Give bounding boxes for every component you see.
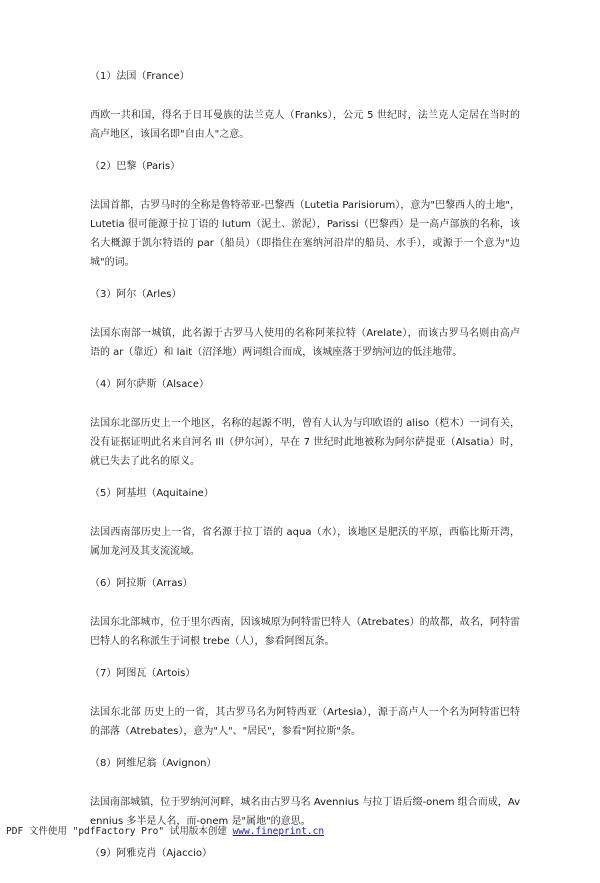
- entry-heading-arras: （6）阿拉斯（Arras）: [90, 578, 193, 589]
- entry-heading-france: （1）法国（France）: [90, 71, 190, 82]
- entry-body-avignon: 法国南部城镇，位于罗纳河河畔，城名由古罗马名 Avennius 与拉丁语后缀-onem 组合而成，Avennius 多半是人名，而-onem 是"属地"的意思。: [90, 797, 520, 827]
- entry-heading-artois: （7）阿图瓦（Artois）: [90, 668, 196, 679]
- entry-heading-ajaccio: （9）阿雅克肖（Ajaccio）: [90, 848, 213, 859]
- entry-heading-alsace: （4）阿尔萨斯（Alsace）: [90, 379, 209, 390]
- entry-body-paris: 法国首都，古罗马时的全称是鲁特蒂亚-巴黎西（Lutetia Parisiorum），意为"巴黎西人的土地"，Lutetia 很可能源于拉丁语的 lutum（泥土、淤泥），Parissi（巴黎西）是一高卢部族的名称，该名大概源于凯尔特语的 par（船员）（即指住在塞纳河沿岸的船员、水手），或源于一个意为"边城"的词。: [90, 200, 520, 268]
- entry-body-alsace: 法国东北部历史上一个地区，名称的起源不明，曾有人认为与印欧语的 aliso（桤木）一词有关，没有证据证明此名来自河名 Ill（伊尔河），早在 7 世纪时此地被称为阿尔萨提亚（Alsatia）时，就已失去了此名的原义。: [90, 418, 520, 467]
- entry-heading-aquitaine: （5）阿基坦（Aquitaine）: [90, 488, 214, 499]
- footer-link[interactable]: www.fineprint.cn: [232, 826, 325, 837]
- entry-heading-paris: （2）巴黎（Paris）: [90, 161, 181, 172]
- document-page: [90, 70, 520, 883]
- entry-body-arras: 法国东北部城市，位于里尔西南，因该城原为阿特雷巴特人（Atrebates）的故都，故名，阿特雷巴特人的名称派生于词根 trebe（人），参看阿图瓦条。: [90, 617, 520, 647]
- entry-body-artois: 法国东北部 历史上的一省，其古罗马名为阿特西亚（Artesia），源于高卢人一个名为阿特雷巴特的部落（Atrebates），意为"人"、"居民"，参看"阿拉斯"条。: [90, 707, 520, 737]
- footer-text: PDF 文件使用 "pdfFactory Pro" 试用版本创建: [6, 826, 233, 837]
- entry-heading-avignon: （8）阿维尼翁（Avignon）: [90, 758, 217, 769]
- pdf-footer: [6, 826, 596, 838]
- entry-body-arles: 法国东南部一城镇，此名源于古罗马人使用的名称阿莱拉特（Arelate），而该古罗马名则由高卢语的 ar（靠近）和 lait（沼泽地）两词组合而成，该城座落于罗纳河边的低洼地带。: [90, 328, 520, 358]
- entry-body-france: 西欧一共和国，得名于日耳曼族的法兰克人（Franks），公元 5 世纪时，法兰克人定居在当时的高卢地区，该国名即"自由人"之意。: [90, 110, 520, 140]
- entry-heading-arles: （3）阿尔（Arles）: [90, 289, 182, 300]
- entry-body-aquitaine: 法国西南部历史上一省，省名源于拉丁语的 aqua（水），该地区是肥沃的平原，西临比斯开湾，属加龙河及其支流流域。: [90, 527, 520, 557]
